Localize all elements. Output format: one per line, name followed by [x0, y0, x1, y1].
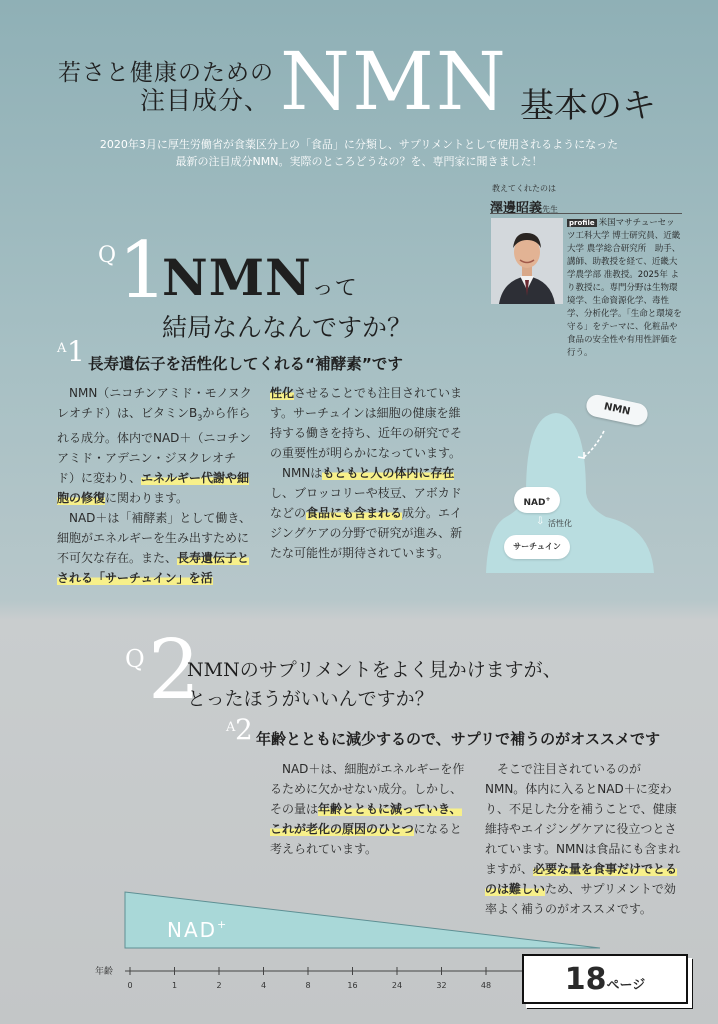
a1-column-2 — [270, 383, 465, 563]
a1-c2-highlight1: 性化 — [270, 386, 295, 400]
q1-nmn-text: NMN — [162, 248, 312, 307]
header-line1: 若さと健康のための — [58, 60, 274, 86]
a2-letter: A — [226, 720, 236, 735]
q2-number: 2 — [148, 623, 201, 718]
profile-photo — [491, 218, 563, 304]
profile-name-text: 澤邊昭義 — [490, 201, 543, 216]
header-line2: 注目成分、 — [140, 86, 271, 115]
capsule-label: NMN — [602, 401, 632, 418]
a1-c1-text3: に関わります。 — [105, 491, 189, 506]
page-number: 18 — [564, 962, 607, 997]
profile-bio: 米国マサチューセッツ工科大学 博士研究員、近畿大学 農学総合研究所 助手、講師、助教授を経て、近畿大学農学部 准教授。2025年 より教授に。専門分野は生物環境学、生命資源化学、毒性学、分析化学。「生命と環境を守る」をテーマに、化粧品や食品の安全性や有用性評価を行う。 — [567, 218, 682, 358]
a1-letter: A — [57, 341, 67, 356]
x-tick-label: 24 — [391, 981, 403, 990]
x-tick-label: 0 — [127, 981, 133, 990]
x-tick-label: 16 — [347, 981, 358, 990]
x-tick-label: 32 — [436, 981, 447, 990]
header-nmn: NMN — [280, 35, 508, 128]
nad-bubble — [514, 487, 560, 513]
a2-c1-text2: になると考えられています。 — [270, 822, 462, 856]
a1-c2-text2: NMNは — [270, 466, 323, 480]
intro-line1: 2020年3月に厚生労働省が食薬区分上の「食品」に分類し、サプリメントとして使用されるようになった — [99, 138, 619, 151]
a2-title: 年齢とともに減少するので、サプリで補うのがオススメです — [256, 730, 660, 748]
a1-c2-highlight2: もともと人の体内に存在 — [322, 466, 455, 480]
a1-c2-text4: 成分。エイジングケアの分野で研究が進み、新たな可能性が期待されています。 — [270, 506, 463, 560]
a2-c1-highlight1: 年齢とともに減っていき、これが老化の原因のひとつ — [270, 802, 462, 836]
portrait-icon — [491, 218, 563, 304]
q2-q-letter: Q — [125, 645, 145, 673]
intro-line2: 最新の注目成分NMN。実際のところどうなの？を、専門家に聞きました！ — [175, 155, 543, 168]
a1-c1-sub: 3 — [197, 413, 203, 423]
body-illustration — [486, 395, 666, 575]
profile-divider — [490, 213, 682, 214]
a1-c2-text1: させることでも注目されています。サーチュインは細胞の健康を維持する働きを持ち、近年の研究でその重要性が明らかになっています。 — [270, 386, 463, 460]
profile-suffix: 先生 — [542, 205, 559, 214]
q1-line2: 結局なんなんですか？ — [162, 313, 413, 342]
a1-c2-text3: し、ブロッコリーや枝豆、アボカドなどの — [270, 486, 462, 520]
a2-column-1 — [270, 759, 466, 859]
nad-area-label: NAD+ — [167, 918, 229, 942]
x-tick-label: 1 — [171, 981, 178, 990]
q1-nmn — [162, 248, 358, 307]
a1-c1-highlight2: 長寿遺伝子とされる「サーチュイン」を活 — [57, 551, 250, 586]
profile-tag: profile — [569, 219, 595, 227]
x-axis-label: 年齢 — [95, 967, 114, 977]
a2-c2-highlight1: 必要な量を食事だけでとるのは難しい — [485, 862, 678, 896]
x-tick-label: 48 — [480, 981, 492, 990]
a2-c2-text1: そこで注目されているのがNMN。体内に入るとNAD＋に変わり、不足した分を補うことで、健康維持やエイジングケアに役立つとされています。NMNは食品にも含まれますが、 — [485, 762, 681, 876]
nad-label: NAD — [523, 498, 546, 508]
down-arrow-icon: ⇩ — [536, 516, 545, 527]
x-tick-label: 8 — [305, 981, 311, 990]
profile-label: 教えてくれたのは — [492, 184, 556, 193]
a1-c1-highlight1: エネルギー代謝や細胞の修復 — [57, 471, 250, 506]
sirtuin-label: サーチュイン — [513, 542, 561, 551]
x-tick-label: 4 — [260, 981, 267, 990]
q1-number: 1 — [118, 226, 168, 316]
page-unit: ページ — [606, 978, 646, 993]
a1-number: 1 — [67, 335, 85, 368]
a1-c1-text4: NAD＋は「補酵素」として働き、細胞がエネルギーを生み出すために不可欠な存在。また、 — [57, 511, 251, 566]
q1-q-letter: Q — [98, 243, 117, 268]
page-reference — [522, 954, 688, 1004]
a1-title: 長寿遺伝子を活性化してくれる“補酵素”です — [88, 355, 403, 373]
a1-c2-highlight3: 食品にも含まれる — [306, 506, 403, 520]
activate-label: 活性化 — [548, 519, 572, 528]
a1-c1-text2: から作られる成分。体内でNAD＋（ニコチンアミド・アデニン・ジヌクレオチド）に変わり、 — [57, 406, 251, 486]
sirtuin-bubble — [504, 535, 570, 559]
a1-c1-text1: NMN（ニコチンアミド・モノヌクレオチド）は、ビタミンB — [57, 386, 252, 420]
q2-line1: NMNのサプリメントをよく見かけますが、 — [187, 659, 562, 681]
nad-sup: + — [545, 496, 551, 503]
a1-column-1 — [57, 383, 253, 588]
a2-c1-text1: NAD＋は、細胞がエネルギーを作るために欠かせない成分。しかし、その量は — [270, 762, 465, 816]
profile-text — [567, 217, 683, 360]
a2-c2-text2: ため、サプリメントで効率よく補うのがオススメです。 — [485, 882, 676, 916]
header-right: 基本のキ — [520, 86, 656, 126]
q2-line2: とったほうがいいんですか？ — [187, 688, 434, 710]
q1-tail: って — [311, 276, 358, 301]
x-tick-label: 2 — [216, 981, 222, 990]
a2-number: 2 — [235, 713, 253, 746]
